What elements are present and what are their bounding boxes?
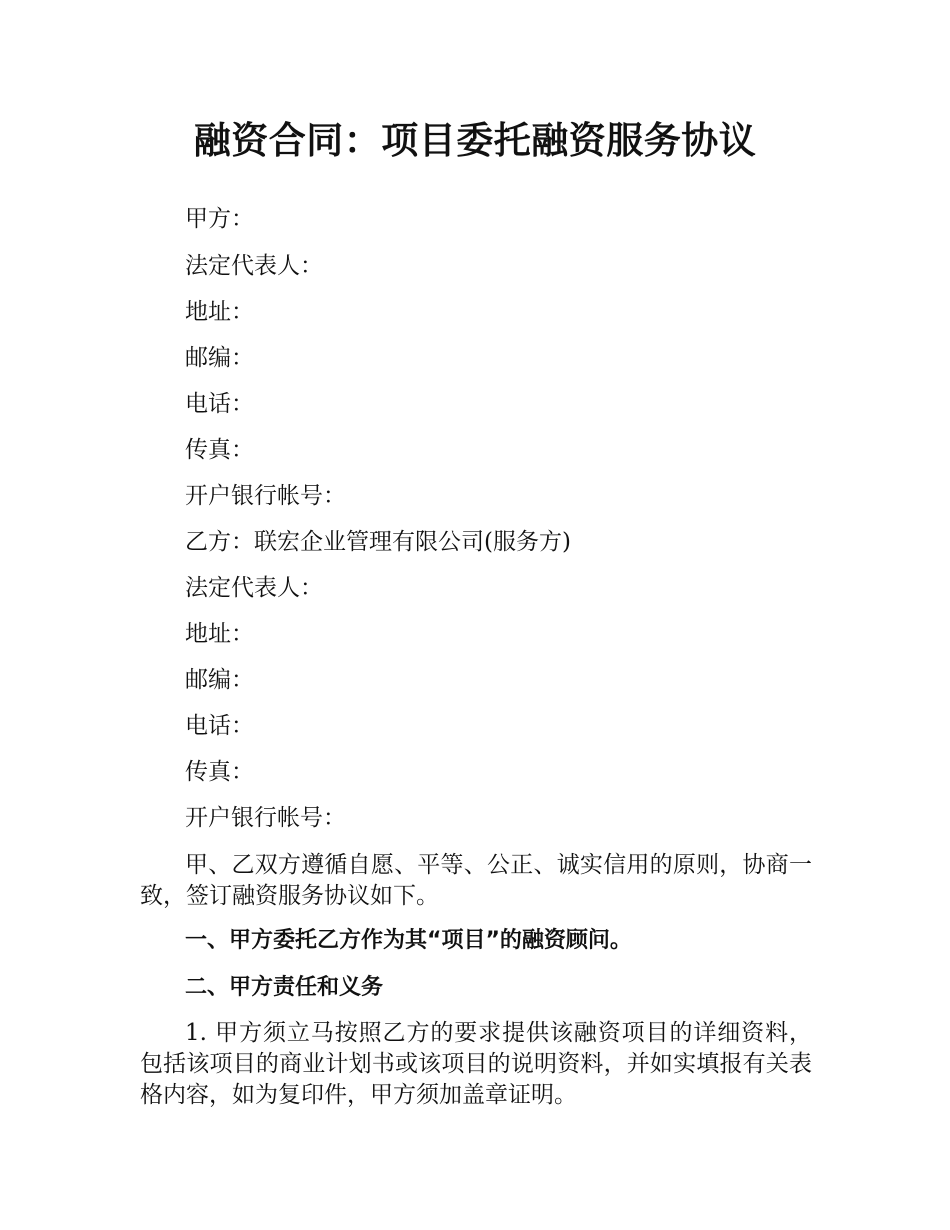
party-b-address: 地址：: [185, 621, 254, 647]
party-b-phone: 电话：: [185, 713, 254, 739]
party-a-bank-account: 开户银行帐号：: [185, 483, 346, 509]
party-a-postcode: 邮编：: [185, 345, 254, 371]
party-a-label: 甲方：: [185, 206, 254, 232]
document-title: 融资合同：项目委托融资服务协议: [193, 119, 757, 162]
party-b-legal-rep: 法定代表人：: [185, 575, 323, 601]
party-a-phone: 电话：: [185, 391, 254, 417]
party-a-legal-rep: 法定代表人：: [185, 253, 323, 279]
party-a-address: 地址：: [185, 299, 254, 325]
party-b-bank-account: 开户银行帐号：: [185, 805, 346, 831]
clause-2-1-paragraph: 1. 甲方须立马按照乙方的要求提供该融资项目的详细资料，包括该项目的商业计划书或该项目的说明资料，并如实填报有关表格内容，如为复印件，甲方须加盖章证明。: [140, 1020, 812, 1108]
party-a-fax: 传真：: [185, 437, 254, 463]
party-b-label: 乙方：联宏企业管理有限公司(服务方): [185, 529, 571, 555]
party-b-postcode: 邮编：: [185, 667, 254, 693]
section-2-heading: 二、甲方责任和义务: [185, 975, 384, 1000]
party-b-fax: 传真：: [185, 759, 254, 785]
preamble-paragraph: 甲、乙双方遵循自愿、平等、公正、诚实信用的原则，协商一致，签订融资服务协议如下。: [140, 852, 812, 909]
section-1-heading: 一、甲方委托乙方作为其“项目”的融资顾问。: [185, 928, 632, 953]
